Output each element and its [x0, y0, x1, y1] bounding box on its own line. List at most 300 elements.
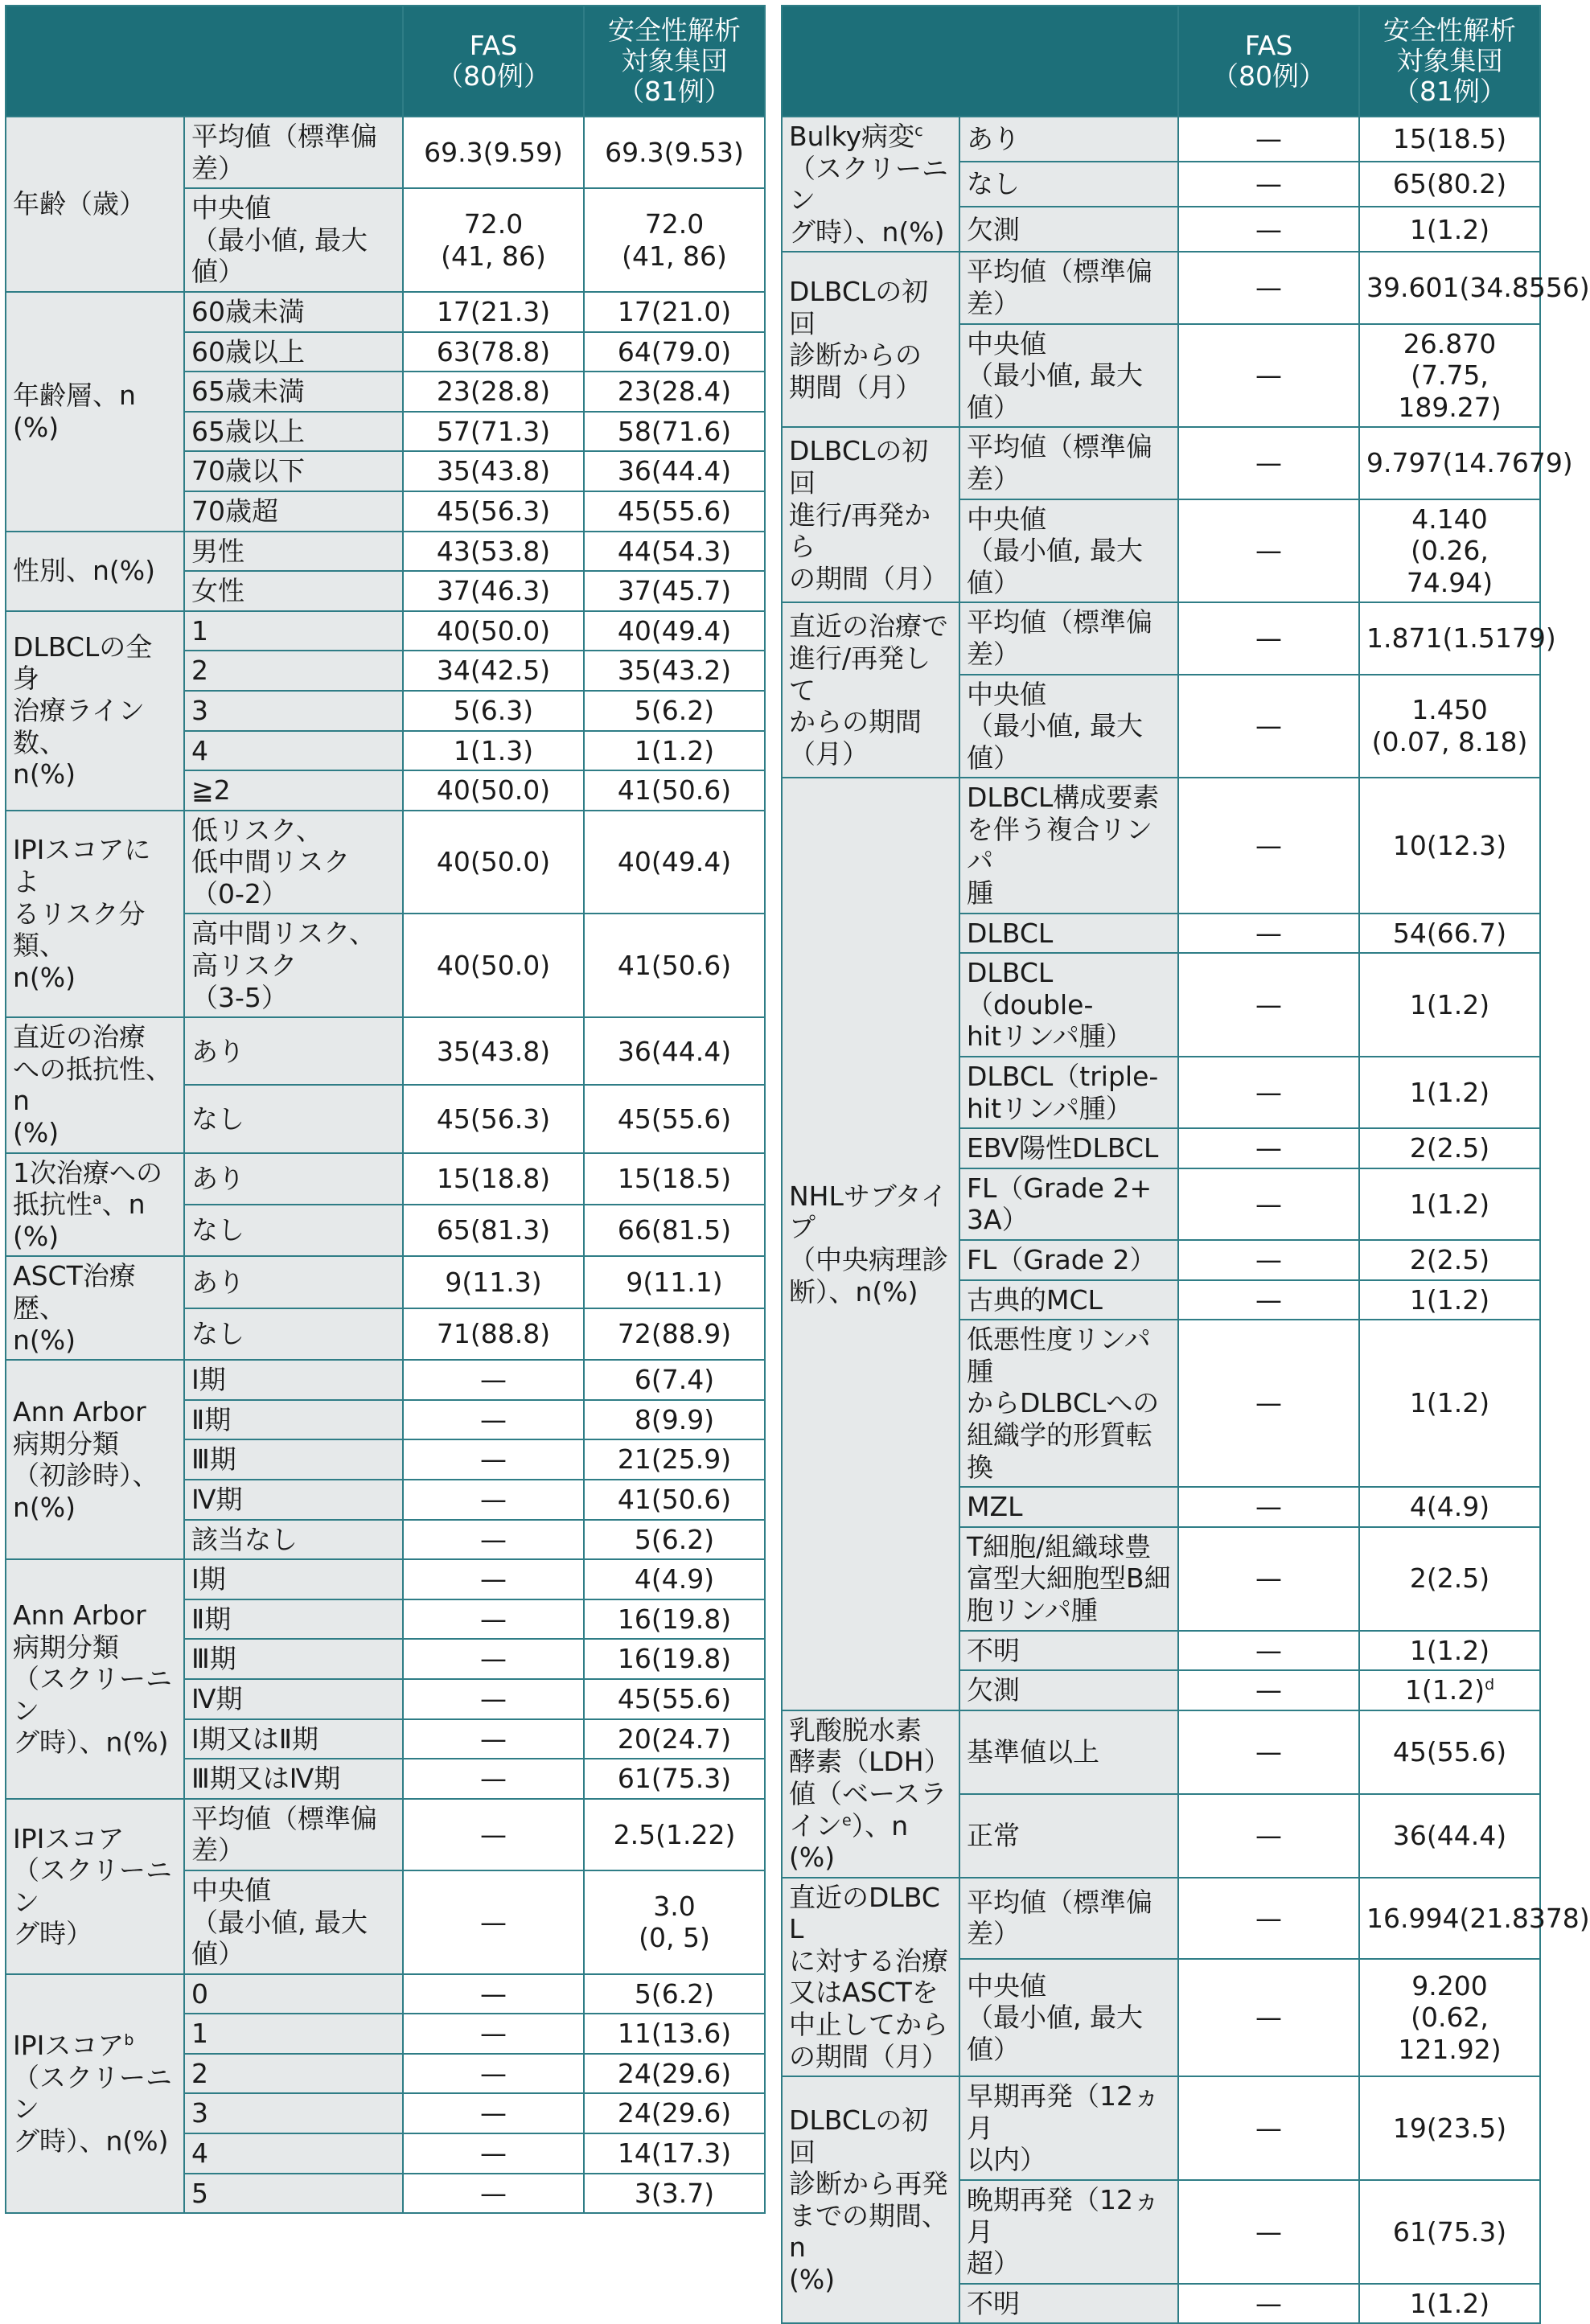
text-line: 43(53.8): [436, 535, 551, 567]
text-line: 40(49.4): [617, 846, 732, 878]
text-line: 69.3(9.59): [424, 136, 563, 168]
header-fas: [1178, 6, 1359, 117]
fas-value-cell: [403, 770, 584, 811]
text-line: 早期再発（12ヵ月: [967, 2080, 1160, 2144]
text-line: —: [1255, 272, 1282, 304]
text-line: 1(1.2): [1409, 1634, 1490, 1666]
text-line: （最小値, 最大値）: [967, 535, 1143, 598]
text-line: Ⅲ期又はⅣ期: [191, 1763, 341, 1795]
text-line: —: [480, 2097, 507, 2129]
text-line: からの期間（月）: [789, 706, 922, 770]
text-line: 該当なし: [191, 1523, 298, 1555]
text-line: 不明: [967, 1634, 1020, 1666]
safety-value-cell: [584, 1599, 765, 1640]
text-line: 2: [191, 655, 208, 687]
text-line: 断）、n(%): [789, 1275, 918, 1308]
fas-value-cell: [403, 1759, 584, 1799]
text-line: Ⅱ期: [191, 1603, 232, 1635]
text-line: （最小値, 最大値）: [967, 2002, 1143, 2065]
fas-value-cell: [1178, 1710, 1359, 1794]
text-line: 進行/再発して: [789, 642, 931, 706]
text-line: るリスク分類、: [13, 897, 146, 962]
category-cell: [184, 1439, 403, 1480]
fas-value-cell: [1178, 1878, 1359, 1959]
safety-value-cell: [1359, 2180, 1540, 2284]
category-cell: [959, 778, 1178, 913]
row-group-label: [6, 532, 184, 611]
text-line: 2.5(1.22): [613, 1818, 736, 1850]
text-line: （最小値, 最大値）: [967, 359, 1143, 423]
text-line: 15(18.5): [1392, 123, 1507, 155]
text-line: 期間（月）: [789, 371, 922, 403]
table-row: [782, 1710, 1540, 1794]
safety-value-cell: [584, 1017, 765, 1085]
text-line: 41(50.6): [617, 1483, 732, 1515]
text-line: からDLBCLへの: [967, 1387, 1160, 1419]
text-line: 高中間リスク、: [191, 918, 376, 950]
text-line: なし: [967, 168, 1020, 200]
text-line: —: [1255, 2287, 1282, 2319]
fas-value-cell: [1178, 953, 1359, 1057]
text-line: （最小値, 最大値）: [191, 1906, 368, 1970]
text-line: 44(54.3): [617, 535, 732, 567]
safety-value-cell: [584, 1679, 765, 1719]
safety-value-cell: [1359, 602, 1556, 674]
text-line: グ時）: [13, 1918, 92, 1950]
table-row: [782, 778, 1540, 913]
safety-value-cell: [1359, 675, 1540, 778]
text-line: 高リスク: [191, 950, 298, 982]
text-line: 1(1.2): [1409, 1387, 1490, 1419]
category-cell: [184, 491, 403, 532]
category-cell: [184, 1205, 403, 1256]
fas-value-cell: [403, 1308, 584, 1360]
text-line: 40(50.0): [436, 846, 551, 878]
text-line: NHLサブタイプ: [789, 1180, 947, 1244]
table-row: [6, 292, 765, 332]
text-line: —: [1255, 917, 1282, 949]
category-cell: [184, 532, 403, 572]
fas-value-cell: [403, 811, 584, 914]
text-line: DLBCLの初回: [789, 2104, 929, 2168]
category-cell: [184, 332, 403, 372]
text-line: —: [1255, 1735, 1282, 1768]
text-line: DLBCL（triple-: [967, 1061, 1159, 1093]
text-line: 病期分類: [13, 1427, 119, 1460]
safety-value-cell: [1359, 207, 1540, 252]
text-line: n(%): [13, 1491, 76, 1523]
footnote-marker: d: [1485, 1676, 1495, 1694]
text-line: （3-5）: [191, 981, 288, 1013]
category-cell: [184, 651, 403, 691]
safety-value-cell: [1359, 1878, 1590, 1959]
fas-value-cell: [1178, 1320, 1359, 1487]
text-line: 16.994(21.8378): [1366, 1902, 1590, 1934]
fas-value-cell: [403, 1559, 584, 1599]
safety-value-cell: [1359, 324, 1540, 428]
category-cell: [184, 811, 403, 914]
text-line: —: [1255, 988, 1282, 1020]
safety-value-cell: [1359, 1527, 1540, 1631]
text-line: 平均値（標準偏差）: [967, 431, 1152, 495]
text-line: —: [1255, 1132, 1282, 1164]
safety-value-cell: [1359, 499, 1540, 603]
text-line: —: [1255, 213, 1282, 245]
text-line: 不明: [967, 2287, 1020, 2319]
text-line: 胞リンパ腫: [967, 1594, 1098, 1626]
text-line: 2(2.5): [1409, 1132, 1490, 1164]
table-row: [6, 1017, 765, 1085]
text-line: 直近のDLBCL: [789, 1881, 940, 1945]
category-cell: [184, 731, 403, 771]
category-cell: [184, 1559, 403, 1599]
text-line: —: [1255, 168, 1282, 200]
text-line: （81例）: [1393, 75, 1506, 107]
text-line: 71(88.8): [436, 1318, 551, 1350]
text-line: 21(25.9): [617, 1443, 732, 1476]
fas-value-cell: [403, 1400, 584, 1440]
fas-value-cell: [1178, 1168, 1359, 1240]
text-line: ASCT治療歴、: [13, 1260, 136, 1324]
row-group-label: [6, 1559, 184, 1799]
category-cell: [959, 1794, 1178, 1878]
category-cell: [184, 1679, 403, 1719]
text-line: 20(24.7): [617, 1722, 732, 1755]
table-row: [782, 602, 1540, 674]
text-line: 平均値（標準偏差）: [191, 1802, 377, 1866]
text-line: 2: [191, 2057, 208, 2089]
text-line: 60歳以上: [191, 335, 305, 367]
text-line: —: [480, 1443, 507, 1476]
category-cell: [959, 2076, 1178, 2180]
category-cell: [959, 499, 1178, 603]
text-line: あり: [191, 1266, 244, 1298]
text-line: 3: [191, 2097, 208, 2129]
fas-value-cell: [403, 292, 584, 332]
text-line: （80例）: [437, 60, 550, 92]
text-line: 63(78.8): [436, 335, 551, 367]
fas-value-cell: [403, 1719, 584, 1759]
text-line: 5(6.3): [453, 694, 534, 726]
table-row: [782, 117, 1540, 162]
text-line: 換: [967, 1451, 993, 1483]
row-group-label: [6, 1017, 184, 1152]
category-cell: [184, 1599, 403, 1640]
safety-value-cell: [584, 2174, 765, 2214]
text-line: —: [1255, 1562, 1282, 1595]
text-line: 男性: [191, 535, 244, 567]
category-cell: [184, 1308, 403, 1360]
footnote-marker: a: [92, 1190, 102, 1209]
safety-value-cell: [584, 914, 765, 1017]
fas-value-cell: [403, 412, 584, 452]
text-line: 9.797(14.7679): [1366, 447, 1573, 479]
safety-value-cell: [584, 770, 765, 811]
text-line: DLBCLの全身: [13, 630, 153, 695]
table-row: [782, 2076, 1540, 2180]
text-line: EBV陽性DLBCL: [967, 1132, 1159, 1164]
text-line: の期間（月）: [789, 2040, 948, 2072]
fas-value-cell: [403, 117, 584, 188]
text-line: (0.07, 8.18): [1371, 725, 1528, 758]
text-line: —: [1255, 622, 1282, 655]
category-cell: [184, 1153, 403, 1205]
text-line: —: [1255, 710, 1282, 742]
text-line: 又はASCTを: [789, 1977, 939, 2009]
safety-value-cell: [584, 292, 765, 332]
fas-value-cell: [1178, 207, 1359, 252]
text-line: 40(50.0): [436, 774, 551, 807]
safety-value-cell: [1359, 2076, 1540, 2180]
category-cell: [959, 1670, 1178, 1710]
text-line: 3(3.7): [634, 2177, 715, 2209]
text-line: の期間（月）: [789, 562, 948, 594]
text-line: 1.450: [1411, 694, 1488, 726]
text-line: 0: [191, 1977, 208, 2010]
safety-value-cell: [1359, 953, 1540, 1057]
header-row: [6, 6, 765, 117]
text-line: 40(49.4): [617, 614, 732, 647]
text-line: FAS: [1244, 30, 1293, 62]
text-line: （スクリーニン: [13, 1854, 172, 1918]
fas-value-cell: [1178, 1240, 1359, 1280]
text-line: 直近の治療で: [789, 610, 948, 643]
category-cell: [184, 2054, 403, 2094]
fas-value-cell: [1178, 1057, 1359, 1128]
text-line: —: [1255, 1491, 1282, 1523]
category-cell: [184, 412, 403, 452]
baseline-table-right: [781, 5, 1590, 2324]
text-line: 66(81.5): [617, 1214, 732, 1246]
text-line: Ⅱ期: [191, 1403, 232, 1435]
text-line: —: [1255, 2002, 1282, 2034]
text-line: 中央値: [967, 678, 1046, 710]
category-cell: [184, 691, 403, 731]
text-line: 6(7.4): [634, 1364, 715, 1396]
category-cell: [184, 770, 403, 811]
safety-value-cell: [584, 611, 765, 651]
safety-value-cell: [584, 731, 765, 771]
safety-value-cell: [584, 1308, 765, 1360]
text-line: 23(28.4): [617, 376, 732, 408]
safety-value-cell: [584, 691, 765, 731]
text-line: （最小値, 最大値）: [191, 224, 368, 288]
category-cell: [184, 1719, 403, 1759]
text-line: 54(66.7): [1392, 917, 1507, 949]
text-line: 1(1.3): [453, 734, 534, 766]
text-line: 欠測: [967, 1674, 1020, 1706]
safety-value-cell: [584, 1974, 765, 2014]
text-line: DLBCLの初回: [789, 435, 929, 499]
text-line: 45(55.6): [617, 495, 732, 527]
safety-value-cell: [1359, 778, 1540, 913]
text-line: 治療ライン数、: [13, 694, 146, 758]
safety-value-cell: [584, 372, 765, 412]
category-cell: [959, 1631, 1178, 1671]
text-line: 16(19.8): [617, 1603, 732, 1635]
fas-value-cell: [1178, 2284, 1359, 2324]
baseline-table-left: [5, 5, 766, 2214]
text-line: Bulky病変: [789, 121, 915, 152]
text-line: —: [480, 1563, 507, 1595]
text-line: —: [480, 1403, 507, 1435]
row-group-label: [782, 427, 959, 602]
fas-value-cell: [1178, 914, 1359, 954]
text-line: 診断から再発: [789, 2168, 948, 2200]
safety-value-cell: [584, 1870, 765, 1974]
text-line: を伴う複合リンパ: [967, 813, 1152, 877]
category-cell: [184, 1360, 403, 1400]
text-line: 37(46.3): [436, 575, 551, 607]
text-line: 欠測: [967, 213, 1020, 245]
text-line: Ann Arbor: [13, 1599, 146, 1631]
row-group-label: [782, 602, 959, 778]
safety-value-cell: [584, 571, 765, 611]
text-line: (41, 86): [441, 240, 546, 272]
text-line: 1(1.2): [1409, 1283, 1490, 1316]
text-line: 中央値: [967, 327, 1046, 359]
text-line: hitリンパ腫）: [967, 1092, 1132, 1124]
text-line: 16(19.8): [617, 1643, 732, 1675]
header-blank-cell: [6, 6, 403, 117]
category-cell: [184, 1759, 403, 1799]
text-line: Ⅰ期: [191, 1364, 226, 1396]
text-line: Ⅲ期: [191, 1643, 236, 1675]
category-cell: [959, 1280, 1178, 1320]
text-line: 41(50.6): [617, 774, 732, 807]
text-line: —: [480, 1763, 507, 1795]
text-line: 36(44.4): [617, 455, 732, 487]
text-line: 45(55.6): [617, 1682, 732, 1714]
fas-value-cell: [403, 1153, 584, 1205]
text-line: —: [1255, 1902, 1282, 1934]
text-line: 進行/再発から: [789, 499, 931, 563]
text-line: （0-2）: [191, 877, 288, 909]
text-line: 、n(%): [13, 1189, 146, 1252]
text-line: 40(50.0): [436, 614, 551, 647]
text-line: —: [1255, 1076, 1282, 1108]
fas-value-cell: [403, 1439, 584, 1480]
text-line: 24(29.6): [617, 2057, 732, 2089]
text-line: —: [480, 1818, 507, 1850]
header-safety-population: [1359, 6, 1540, 117]
row-group-label: [782, 2076, 959, 2323]
text-line: 低中間リスク: [191, 846, 351, 878]
category-cell: [184, 372, 403, 412]
category-cell: [959, 1320, 1178, 1487]
table-row: [6, 811, 765, 914]
table-row: [6, 1256, 765, 1308]
text-line: 39.601(34.8556): [1366, 272, 1590, 304]
text-line: 安全性解析: [608, 14, 741, 47]
text-line: 平均値（標準偏差）: [967, 1886, 1152, 1950]
text-line: 1(1.2): [1409, 1188, 1490, 1220]
text-line: IPIスコア: [13, 1822, 125, 1854]
row-group-label: [6, 117, 184, 292]
text-line: 1.871(1.5179): [1366, 622, 1556, 655]
text-line: 65(80.2): [1392, 168, 1507, 200]
text-line: 中央値: [967, 1969, 1046, 2002]
category-cell: [959, 427, 1178, 499]
text-line: MZL: [967, 1491, 1023, 1523]
fas-value-cell: [1178, 675, 1359, 778]
fas-value-cell: [1178, 1794, 1359, 1878]
footnote-marker: c: [914, 122, 923, 140]
text-line: DLBCL（double-: [967, 957, 1094, 1020]
safety-value-cell: [584, 491, 765, 532]
text-line: 4.140: [1411, 503, 1488, 535]
text-line: (41, 86): [622, 240, 727, 272]
fas-value-cell: [403, 1520, 584, 1560]
category-cell: [184, 292, 403, 332]
fas-value-cell: [403, 2014, 584, 2054]
text-line: FL（Grade 2+: [967, 1172, 1152, 1204]
text-line: 組織学的形質転: [967, 1419, 1152, 1451]
text-line: 35(43.8): [436, 1035, 551, 1067]
table-row: [6, 1153, 765, 1205]
text-line: (%): [789, 2264, 836, 2296]
fas-value-cell: [403, 1480, 584, 1520]
safety-value-cell: [584, 1719, 765, 1759]
category-cell: [184, 1400, 403, 1440]
safety-value-cell: [1359, 162, 1540, 207]
text-line: 2(2.5): [1409, 1244, 1490, 1275]
text-line: 57(71.3): [436, 415, 551, 447]
text-line: DLBCL: [967, 917, 1054, 949]
fas-value-cell: [1178, 427, 1359, 499]
text-line: —: [1255, 2112, 1282, 2144]
text-line: 69.3(9.53): [605, 136, 744, 168]
category-cell: [184, 1256, 403, 1308]
fas-value-cell: [1178, 324, 1359, 428]
text-line: 45(55.6): [1392, 1735, 1507, 1768]
text-line: 中央値: [967, 503, 1046, 535]
text-line: 1: [191, 614, 208, 647]
fas-value-cell: [403, 491, 584, 532]
safety-value-cell: [584, 1153, 765, 1205]
fas-value-cell: [403, 1639, 584, 1679]
header-fas: [403, 6, 584, 117]
text-line: (0, 5): [639, 1922, 710, 1954]
row-group-label: [6, 811, 184, 1018]
safety-value-cell: [1359, 427, 1573, 499]
category-cell: [959, 1959, 1178, 2076]
safety-value-cell: [1359, 1670, 1540, 1710]
safety-value-cell: [584, 1439, 765, 1480]
table-row: [6, 532, 765, 572]
text-line: 9.200: [1411, 1969, 1488, 2002]
table-row: [6, 1360, 765, 1400]
category-cell: [184, 914, 403, 1017]
text-line: 65歳未満: [191, 376, 305, 408]
safety-value-cell: [584, 2133, 765, 2174]
text-line: 平均値（標準偏差）: [191, 121, 377, 184]
safety-value-cell: [584, 188, 765, 292]
text-line: —: [480, 2018, 507, 2050]
text-line: 8(9.9): [634, 1403, 715, 1435]
table-row: [6, 1559, 765, 1599]
fas-value-cell: [403, 2093, 584, 2133]
category-cell: [184, 2133, 403, 2174]
fas-value-cell: [403, 2054, 584, 2094]
text-line: 3.0: [653, 1890, 696, 1922]
fas-value-cell: [1178, 1527, 1359, 1631]
category-cell: [184, 2014, 403, 2054]
safety-value-cell: [584, 2093, 765, 2133]
text-line: 乳酸脱水素: [789, 1714, 922, 1746]
text-line: —: [480, 1364, 507, 1396]
text-line: —: [1255, 447, 1282, 479]
